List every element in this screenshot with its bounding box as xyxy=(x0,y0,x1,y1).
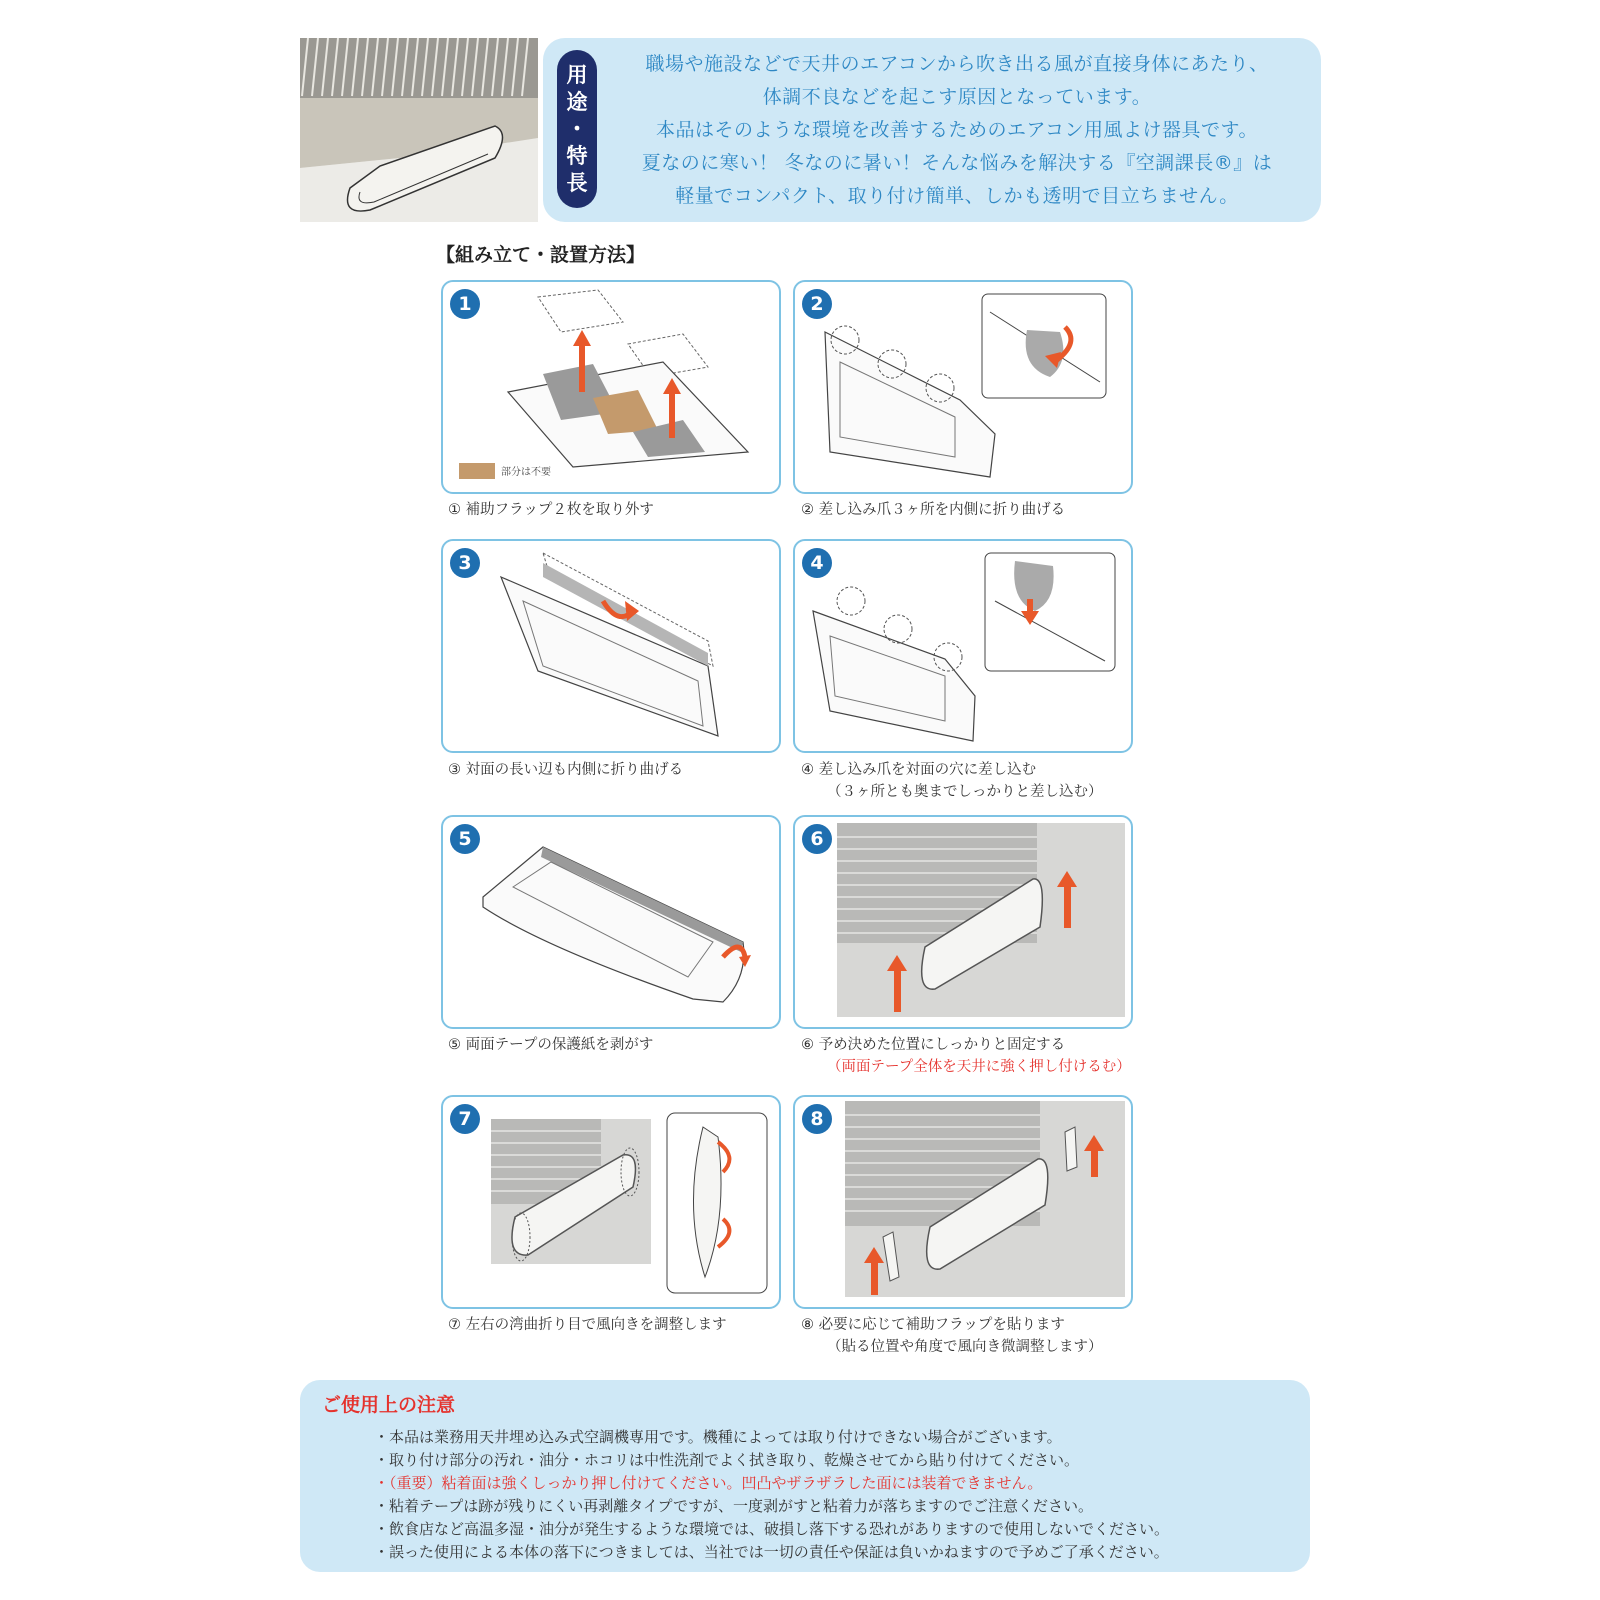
notice-item: ・粘着テープは跡が残りにくい再剥離タイプですが、一度剥がすと粘着力が落ちますのでご注意ください。 xyxy=(374,1497,1093,1515)
step-1-panel xyxy=(441,280,781,494)
step-number-badge: 8 xyxy=(802,1104,832,1134)
feature-line: 夏なのに寒い！ 冬なのに暑い！そんな悩みを解決する『空調課長®』は xyxy=(641,152,1273,174)
step-4-illustration xyxy=(795,541,1131,751)
step-number-badge: 6 xyxy=(802,824,832,854)
step-3-illustration xyxy=(443,541,779,751)
step-8-caption: ⑧ 必要に応じて補助フラップを貼ります xyxy=(801,1317,1065,1333)
feature-line: 本品はそのような環境を改善するためのエアコン用風よけ器具です。 xyxy=(655,119,1259,141)
feature-line: 軽量でコンパクト、取り付け簡単、しかも透明で目立ちません。 xyxy=(675,185,1239,207)
notice-item: ・取り付け部分の汚れ・油分・ホコリは中性洗剤でよく拭き取り、乾燥させてから貼り付けてください。 xyxy=(374,1451,1080,1469)
feature-line: 職場や施設などで天井のエアコンから吹き出る風が直接身体にあたり、 xyxy=(645,53,1269,75)
notice-item: ・誤った使用による本体の落下につきましては、当社では一切の責任や保証は負いかねますので予めご了承ください。 xyxy=(374,1543,1169,1561)
notice-item: ・飲食店など高温多湿・油分が発生するような環境では、破損し落下する恐れがありますので使用しないでください。 xyxy=(374,1520,1170,1538)
notice-item-important: ・（重要）粘着面は強くしっかり押し付けてください。凹凸やザラザラした面には装着できません。 xyxy=(374,1474,1043,1492)
step-4-subcaption: （３ヶ所とも奥までしっかりと差し込む） xyxy=(827,784,1103,800)
step-7-panel xyxy=(441,1095,781,1309)
step-8-panel xyxy=(793,1095,1133,1309)
feature-description-box xyxy=(543,38,1321,222)
notice-item: ・本品は業務用天井埋め込み式空調機専用です。機種によっては取り付けできない場合がございます。 xyxy=(374,1428,1062,1446)
feature-line: 体調不良などを起こす原因となっています。 xyxy=(762,86,1152,108)
step-1-caption: ① 補助フラップ２枚を取り外す xyxy=(448,502,654,518)
step-number-badge: 2 xyxy=(802,289,832,319)
step-5-illustration xyxy=(443,817,779,1027)
step-7-caption: ⑦ 左右の湾曲折り目で風向きを調整します xyxy=(448,1317,727,1333)
hero-product-photo xyxy=(300,38,538,222)
step-3-panel xyxy=(441,539,781,753)
step-number-badge: 3 xyxy=(450,548,480,578)
step-number-badge: 4 xyxy=(802,548,832,578)
usage-notice-box xyxy=(300,1380,1310,1572)
step-1-illustration xyxy=(443,282,779,492)
step-number-badge: 5 xyxy=(450,824,480,854)
step-number-badge: 1 xyxy=(450,289,480,319)
feature-text xyxy=(605,48,1309,213)
legend-text: 部分は不要 xyxy=(501,467,551,478)
assembly-heading: 【組み立て・設置方法】 xyxy=(436,244,646,266)
step-5-panel xyxy=(441,815,781,1029)
step-6-subcaption: （両面テープ全体を天井に強く押し付けるむ） xyxy=(827,1059,1131,1075)
step-6-panel xyxy=(793,815,1133,1029)
step-number-badge: 7 xyxy=(450,1104,480,1134)
notice-list xyxy=(374,1426,1169,1564)
step-2-caption: ② 差し込み爪３ヶ所を内側に折り曲げる xyxy=(801,502,1066,518)
step-4-panel xyxy=(793,539,1133,753)
step-3-caption: ③ 対面の長い辺も内側に折り曲げる xyxy=(448,762,684,778)
notice-title: ご使用上の注意 xyxy=(322,1394,456,1416)
step-2-illustration xyxy=(795,282,1131,492)
usage-features-tag: 用 途 ・ 特 長 xyxy=(557,50,597,208)
step-8-illustration xyxy=(795,1097,1131,1307)
step-4-caption: ④ 差し込み爪を対面の穴に差し込む xyxy=(801,762,1037,778)
step-6-illustration xyxy=(795,817,1131,1027)
step-6-caption: ⑥ 予め決めた位置にしっかりと固定する xyxy=(801,1037,1066,1053)
step-8-subcaption: （貼る位置や角度で風向き微調整します） xyxy=(827,1339,1103,1355)
step-2-panel xyxy=(793,280,1133,494)
step-5-caption: ⑤ 両面テープの保護紙を剥がす xyxy=(448,1037,654,1053)
legend-swatch xyxy=(459,463,495,479)
step-7-illustration xyxy=(443,1097,779,1307)
